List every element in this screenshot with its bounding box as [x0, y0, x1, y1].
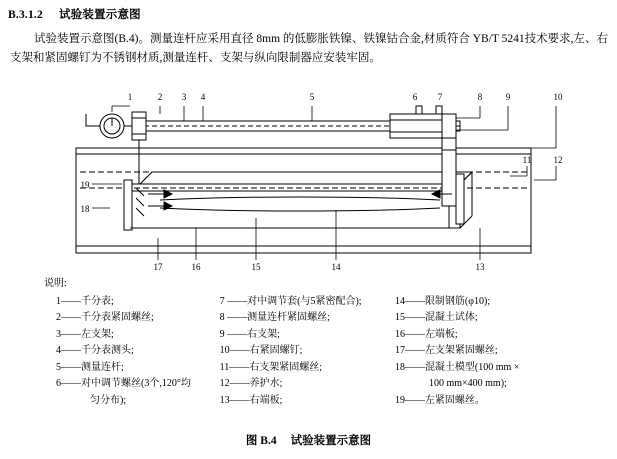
legend-item: 10——右紧固螺钉;	[219, 345, 303, 356]
section-heading	[8, 6, 141, 22]
section-title: 试验装置示意图	[58, 9, 141, 21]
callout-19: 19	[80, 180, 90, 190]
legend-item: 11——右支架紧固螺丝;	[219, 361, 323, 373]
figure-caption-label: 图 B.4	[245, 435, 277, 447]
callout-11: 11	[522, 155, 532, 165]
callout-16: 16	[191, 262, 201, 272]
legend-column-1	[40, 294, 220, 410]
callout-4: 4	[200, 92, 206, 102]
paragraph-text: 试验装置示意图(B.4)。测量连杆应采用直径 8mm 的低膨胀铁镍、铁镍钴合金,材质符合 YB/T 5241技术要求,左、右支架和紧固螺钉为不锈钢材质,测量连杆、支架与纵向限制器应安装牢固。	[10, 33, 608, 64]
callout-12: 12	[553, 155, 563, 165]
legend-item: 19——左紧固螺丝。	[394, 394, 485, 406]
callout-labels	[81, 92, 564, 272]
callout-1: 1	[127, 92, 133, 102]
legend-item: 15——混凝土试体;	[394, 312, 478, 323]
legend-item: 7 ——对中调节套(与5紧密配合);	[219, 295, 362, 307]
legend-item: 1——千分表;	[56, 295, 114, 307]
legend-item: 13——右端板;	[219, 394, 283, 406]
legend-item: 14——限制钢筋(φ10);	[394, 295, 491, 307]
callout-3: 3	[181, 92, 187, 102]
figure-caption	[0, 432, 617, 448]
callout-17: 17	[153, 262, 163, 272]
legend-item: 4——千分表测头;	[56, 345, 134, 356]
legend-item: 9 ——右支架;	[219, 328, 280, 340]
callout-13: 13	[475, 262, 485, 272]
legend-title: 说明:	[44, 278, 67, 289]
callout-6: 6	[412, 92, 418, 102]
callout-5: 5	[309, 92, 315, 102]
callout-7: 7	[437, 92, 443, 102]
figure-legend	[40, 276, 580, 409]
section-number: B.3.1.2	[8, 9, 43, 21]
callout-2: 2	[157, 92, 163, 102]
legend-column-2	[220, 294, 395, 410]
legend-item-continuation: 100 mm×400 mm);	[428, 378, 507, 389]
legend-item: 16——左端板;	[394, 328, 458, 340]
legend-item: 3——左支架;	[56, 328, 114, 340]
legend-column-3	[395, 294, 580, 410]
legend-item: 6——对中调节螺丝(3个,120°均	[56, 378, 191, 389]
callout-15: 15	[251, 262, 261, 272]
legend-item-continuation: 匀分布);	[90, 394, 127, 406]
callout-14: 14	[331, 262, 341, 272]
figure-caption-title: 试验装置示意图	[290, 435, 372, 447]
legend-item: 17——左支架紧固螺丝;	[394, 345, 498, 356]
callout-9: 9	[505, 92, 511, 102]
callout-10: 10	[553, 92, 563, 102]
legend-item: 2——千分表紧固螺丝;	[56, 312, 154, 323]
legend-item: 12——养护水;	[219, 378, 283, 389]
legend-item: 5——测量连杆;	[56, 361, 124, 373]
body-paragraph	[10, 30, 608, 68]
callout-18: 18	[80, 204, 90, 214]
legend-item: 18——混凝土模型(100 mm ×	[394, 361, 520, 373]
legend-item: 8 ——测量连杆紧固螺丝;	[219, 312, 330, 323]
callout-8: 8	[477, 92, 483, 102]
apparatus-diagram	[40, 88, 580, 273]
